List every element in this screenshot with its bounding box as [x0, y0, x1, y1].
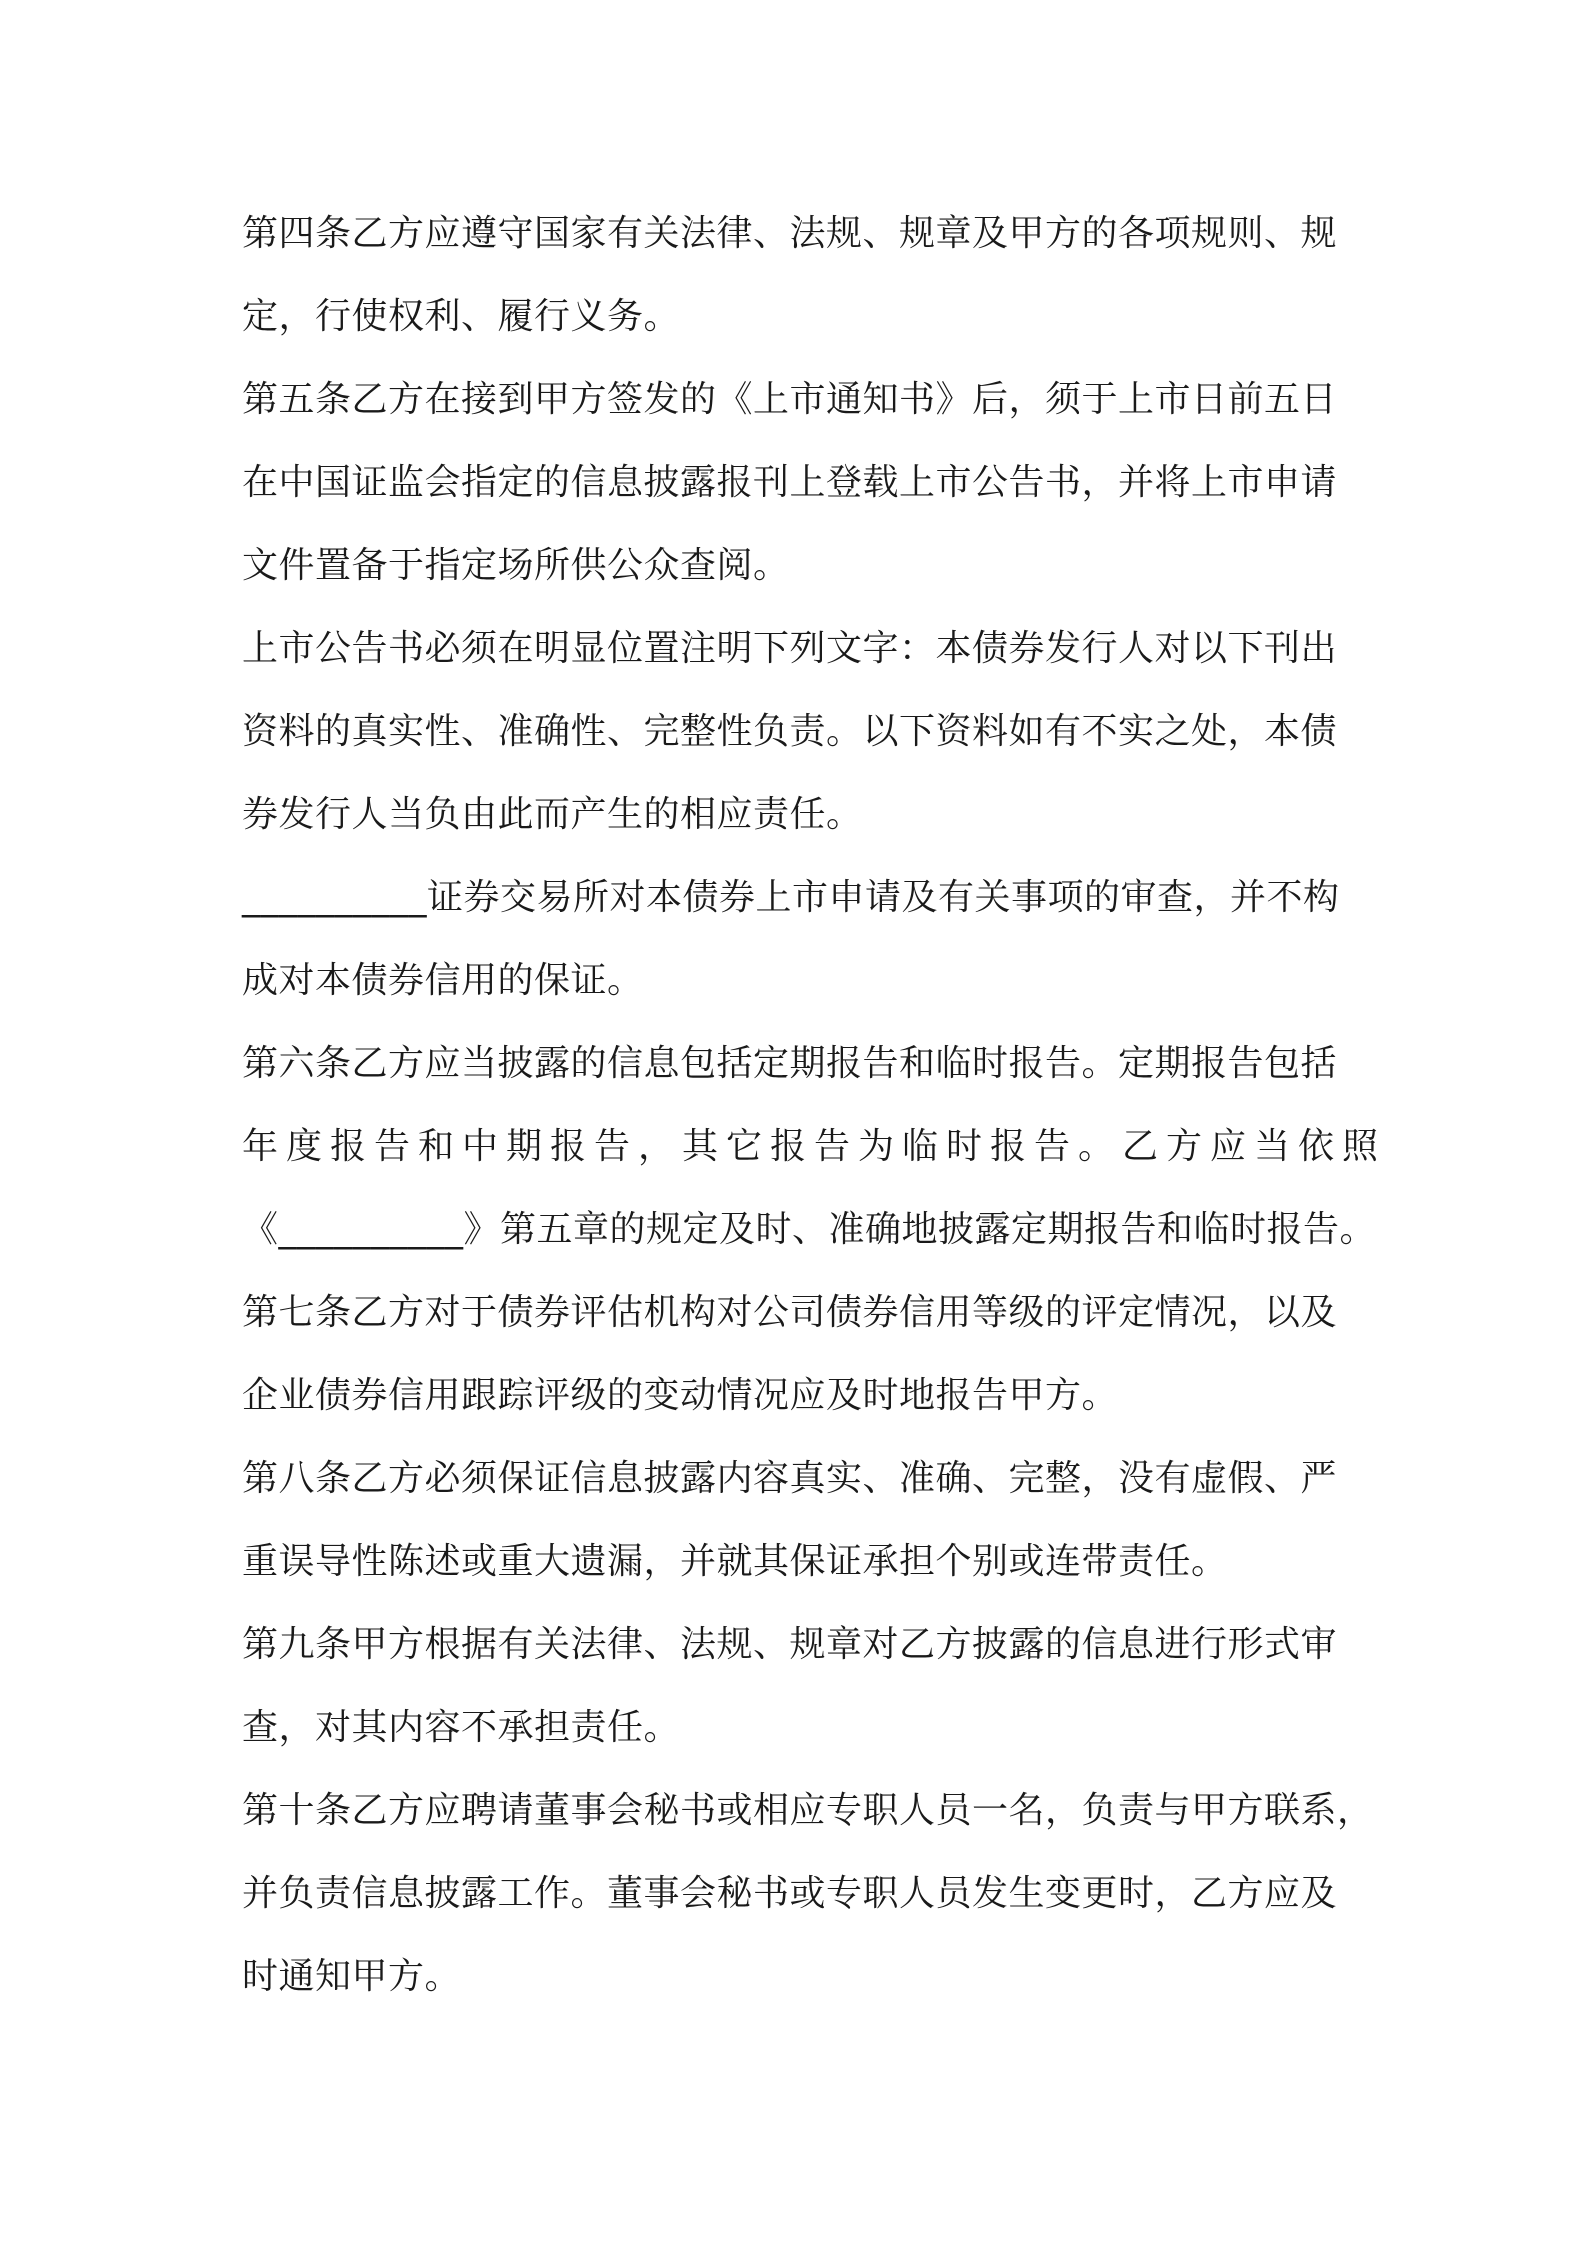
text-line: 第六条乙方应当披露的信息包括定期报告和临时报告。定期报告包括 — [242, 1043, 1338, 1084]
text-line: 时通知甲方。 — [242, 1956, 462, 1997]
text-line: 第五条乙方在接到甲方签发的《上市通知书》后，须于上市日前五日 — [242, 379, 1338, 420]
text-line: 年度报告和中期报告，其它报告为临时报告。乙方应当依照 — [242, 1126, 1387, 1167]
text-line: 并负责信息披露工作。董事会秘书或专职人员发生变更时，乙方应及 — [242, 1873, 1338, 1914]
text-line: __________证券交易所对本债券上市申请及有关事项的审查，并不构 — [242, 877, 1340, 918]
text-line: 重误导性陈述或重大遗漏，并就其保证承担个别或连带责任。 — [242, 1541, 1228, 1582]
text-line: 资料的真实性、准确性、完整性负责。以下资料如有不实之处，本债 — [242, 711, 1338, 752]
text-line: 成对本债券信用的保证。 — [242, 960, 644, 1001]
text-line: 《__________》第五章的规定及时、准确地披露定期报告和临时报告。 — [242, 1209, 1377, 1250]
text-line: 第九条甲方根据有关法律、法规、规章对乙方披露的信息进行形式审 — [242, 1624, 1338, 1665]
text-line: 第十条乙方应聘请董事会秘书或相应专职人员一名，负责与甲方联系， — [242, 1790, 1374, 1831]
text-line: 第七条乙方对于债券评估机构对公司债券信用等级的评定情况，以及 — [242, 1292, 1338, 1333]
document-body — [242, 192, 1387, 2018]
text-line: 上市公告书必须在明显位置注明下列文字：本债券发行人对以下刊出 — [242, 628, 1338, 669]
text-line: 定，行使权利、履行义务。 — [242, 296, 681, 337]
text-line: 在中国证监会指定的信息披露报刊上登载上市公告书，并将上市申请 — [242, 462, 1338, 503]
text-line: 第四条乙方应遵守国家有关法律、法规、规章及甲方的各项规则、规 — [242, 213, 1338, 254]
text-line: 企业债券信用跟踪评级的变动情况应及时地报告甲方。 — [242, 1375, 1119, 1416]
text-line: 第八条乙方必须保证信息披露内容真实、准确、完整，没有虚假、严 — [242, 1458, 1338, 1499]
text-line: 查，对其内容不承担责任。 — [242, 1707, 681, 1748]
text-line: 券发行人当负由此而产生的相应责任。 — [242, 794, 863, 835]
text-line: 文件置备于指定场所供公众查阅。 — [242, 545, 790, 586]
